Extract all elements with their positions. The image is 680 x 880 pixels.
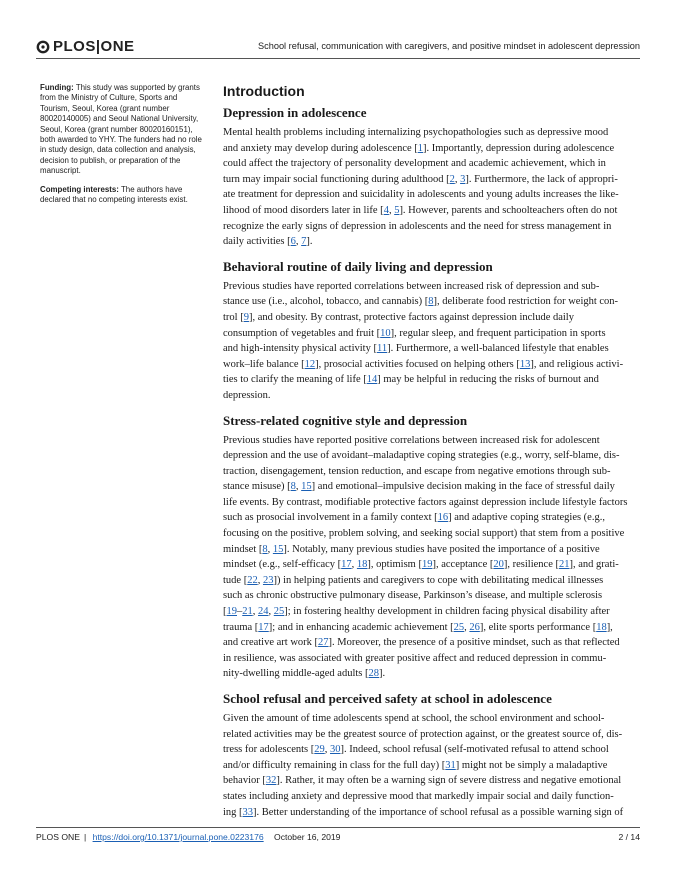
citation-link[interactable]: 4 <box>383 204 389 216</box>
paragraph-line: nity-dwelling middle-aged adults [28]. <box>223 668 386 680</box>
paragraph-line: stance use (i.e., alcohol, tobacco, and cannabis) [8], deliberate food restriction for weight con- <box>223 296 619 308</box>
funding-note <box>40 83 208 177</box>
citation-link[interactable]: 17 <box>258 621 269 633</box>
paragraph-line: depression and the use of avoidant–maladaptive coping strategies (e.g., worry, self-blame, dis- <box>223 450 620 462</box>
paragraph-line: tude [22, 23]) in helping patients and caregivers to cope with debilitating medical illnesses <box>223 574 604 586</box>
citation-link[interactable]: 6 <box>290 236 296 248</box>
paragraph-line: and creative art work [27]. Moreover, the presence of a positive mindset, such as that reflected <box>223 637 620 649</box>
paragraph-line: turn may impair social functioning during adulthood [2, 3]. Furthermore, the lack of appropri- <box>223 173 618 185</box>
paragraph-line: ate treatment for depression and suicidality in adolescents and young adults increases the like- <box>223 189 619 201</box>
citation-link[interactable]: 21 <box>242 606 253 618</box>
paragraph-line: lihood of mood disorders later in life [4, 5]. However, parents and schoolteachers often do not <box>223 204 618 216</box>
paragraph-line: behavior [32]. Rather, it may often be a warning sign of severe distress and negative emotional <box>223 775 622 787</box>
citation-link[interactable]: 17 <box>341 559 352 571</box>
paragraph-line: focusing on the positive, problem solving, and seeking social support) that stem from a positive <box>223 528 625 540</box>
paragraph-line: states including anxiety and depressive mood that markedly impair social and daily function- <box>223 790 614 802</box>
publication-date: October 16, 2019 <box>274 832 341 842</box>
subsection-heading: Behavioral routine of daily living and depression <box>223 258 493 274</box>
paragraph-line: and high-intensity physical activity [11]. Furthermore, a well-balanced lifestyle that enables <box>223 343 609 355</box>
article-body <box>223 80 631 820</box>
paragraph-line: such as prosocial involvement in a family context [16] and adaptive coping strategies (e.g., <box>223 512 605 524</box>
subsection-heading: Depression in adolescence <box>223 105 367 120</box>
paragraph-line: tress for adolescents [29, 30]. Indeed, school refusal (self-motivated refusal to attend school <box>223 744 609 756</box>
citation-link[interactable]: 24 <box>258 606 269 618</box>
citation-link[interactable]: 15 <box>272 543 284 555</box>
citation-link[interactable]: 19 <box>226 606 237 618</box>
paragraph-line: ing [33]. Better understanding of the importance of school refusal as a possible warning sign of <box>223 806 624 818</box>
citation-link[interactable]: 30 <box>330 744 341 756</box>
header-divider <box>36 58 640 59</box>
paragraph-line: daily activities [6, 7]. <box>223 236 313 248</box>
paragraph-line: and anxiety may develop during adolescence [1]. Importantly, depression during adolescence <box>223 142 615 154</box>
citation-link[interactable]: 23 <box>262 574 274 586</box>
citation-link[interactable]: 25 <box>453 621 465 633</box>
plos-one-logo <box>36 38 135 55</box>
competing-text: The authors have declared that no competing interests exist. <box>40 184 188 205</box>
paragraph-line: could affect the trajectory of personality development and academic achievement, which in <box>223 158 606 170</box>
paragraph-line: and/or difficulty remaining in class for the full day) [31] might not be simply a maladaptive <box>223 759 608 771</box>
paragraph-line: related activities may be the greatest source of protection against, or the greatest source of, dis- <box>223 728 623 740</box>
citation-link[interactable]: 33 <box>242 806 254 818</box>
funding-text: This study was supported by grants from the Ministry of Culture, Sports and Tourism, Seoul, Korea (grant number 80020140005) and Seoul National University, Seoul, Korea (grant number 80020160151), both awarded to YHY. The funders had no role in study design, data collection and analysis, decision to publish, or preparation of the manuscript. <box>40 83 202 176</box>
paragraph-line: trol [9], and obesity. By contrast, protective factors against depression include daily <box>223 311 574 323</box>
citation-link[interactable]: 1 <box>417 142 424 154</box>
paragraph-line: work–life balance [12], prosocial activities focused on helping others [13], and religious activi- <box>223 358 624 370</box>
subsection-heading: Stress-related cognitive style and depression <box>223 412 468 428</box>
paragraph-line: trauma [17]; and in enhancing academic achievement [25, 26], elite sports performance [18], <box>223 621 613 633</box>
paragraph <box>223 279 631 404</box>
citation-link[interactable]: 9 <box>243 311 249 323</box>
citation-link[interactable]: 32 <box>265 775 277 787</box>
paragraph-line: in resilience, was associated with greater positive affect and reduced depression in commu- <box>223 652 607 664</box>
citation-link[interactable]: 2 <box>449 173 455 185</box>
citation-link[interactable]: 8 <box>290 481 296 493</box>
subsection-heading: School refusal and perceived safety at school in adolescence <box>223 691 552 706</box>
citation-link[interactable]: 7 <box>301 236 307 248</box>
competing-interests-note <box>40 185 208 206</box>
footer-journal: PLOS ONE <box>36 832 80 842</box>
page-number: 2 / 14 <box>618 832 640 842</box>
paragraph-line: such as chronic obstructive pulmonary disease, Parkinson’s disease, and multiple sclerosis <box>223 590 603 602</box>
paragraph <box>223 433 631 683</box>
citation-link[interactable]: 12 <box>304 358 316 370</box>
sidebar-notes <box>40 83 208 213</box>
citation-link[interactable]: 19 <box>421 559 433 571</box>
citation-link[interactable]: 29 <box>314 744 325 756</box>
paragraph-line: Previous studies have reported positive correlations between increased risk for adolescent <box>223 434 600 446</box>
citation-link[interactable]: 25 <box>273 606 285 618</box>
doi-link[interactable]: https://doi.org/10.1371/journal.pone.0223176 <box>92 832 264 842</box>
footer-separator: | <box>83 832 87 842</box>
citation-link[interactable]: 27 <box>318 637 329 649</box>
citation-link[interactable]: 10 <box>380 327 391 339</box>
footer-citation <box>36 832 344 842</box>
logo-text: PLOS|ONE <box>53 38 135 55</box>
section-title: Introduction <box>223 83 305 99</box>
paragraph-line: recognize the early signs of depression in adolescents and the need for stress management in <box>223 220 612 232</box>
citation-link[interactable]: 21 <box>559 559 570 571</box>
citation-link[interactable]: 8 <box>262 543 268 555</box>
paragraph-line: traction, disengagement, tension reduction, and escape from negative emotions through sub- <box>223 465 611 477</box>
paragraph-line: Previous studies have reported correlations between increased risk of depression and sub- <box>223 280 600 292</box>
plos-logo-icon <box>36 40 50 54</box>
paragraph-line: stance misuse) [8, 15] and emotional–impulsive decision making in the face of stressful daily <box>223 481 615 493</box>
paragraph-line: ties to clarify the meaning of life [14] may be helpful in reducing the risks of burnout and <box>223 374 599 386</box>
citation-link[interactable]: 31 <box>445 759 456 771</box>
paragraph-line: [19–21, 24, 25]; in fostering healthy development in children facing physical disability after <box>223 606 610 618</box>
citation-link[interactable]: 18 <box>596 621 607 633</box>
citation-link[interactable]: 3 <box>460 173 466 185</box>
citation-link[interactable]: 13 <box>519 358 531 370</box>
paragraph <box>223 711 631 820</box>
funding-label: Funding: <box>40 83 74 92</box>
citation-link[interactable]: 28 <box>368 668 380 680</box>
citation-link[interactable]: 11 <box>376 343 388 355</box>
paragraph-line: consumption of vegetables and fruit [10], regular sleep, and frequent participation in sports <box>223 327 606 339</box>
citation-link[interactable]: 15 <box>301 481 312 493</box>
paragraph <box>223 125 631 250</box>
citation-link[interactable]: 5 <box>394 204 400 216</box>
citation-link[interactable]: 26 <box>469 621 480 633</box>
footer-divider <box>36 827 640 828</box>
paragraph-line: mindset [8, 15]. Notably, many previous studies have posited the importance of a positive <box>223 543 600 555</box>
citation-link[interactable]: 16 <box>437 512 449 524</box>
citation-link[interactable]: 18 <box>356 559 368 571</box>
citation-link[interactable]: 22 <box>247 574 258 586</box>
citation-link[interactable]: 14 <box>366 374 378 386</box>
paragraph-line: Mental health problems including internalizing psychopathologies such as depressive mood <box>223 127 609 138</box>
page-footer <box>36 832 640 842</box>
paragraph-line: Given the amount of time adolescents spend at school, the school environment and school- <box>223 713 605 724</box>
running-title: School refusal, communication with caregivers, and positive mindset in adolescent depression <box>258 41 640 51</box>
citation-link[interactable]: 20 <box>493 559 504 571</box>
paragraph-line: depression. <box>223 389 271 401</box>
paragraph-line: mindset (e.g., self-efficacy [17, 18], optimism [19], acceptance [20], resilience [21], and grati- <box>223 559 619 571</box>
competing-label: Competing interests: <box>40 184 119 194</box>
paragraph-line: life events. By contrast, modifiable protective factors against depression include lifestyle factors <box>223 496 628 508</box>
citation-link[interactable]: 8 <box>428 296 434 308</box>
